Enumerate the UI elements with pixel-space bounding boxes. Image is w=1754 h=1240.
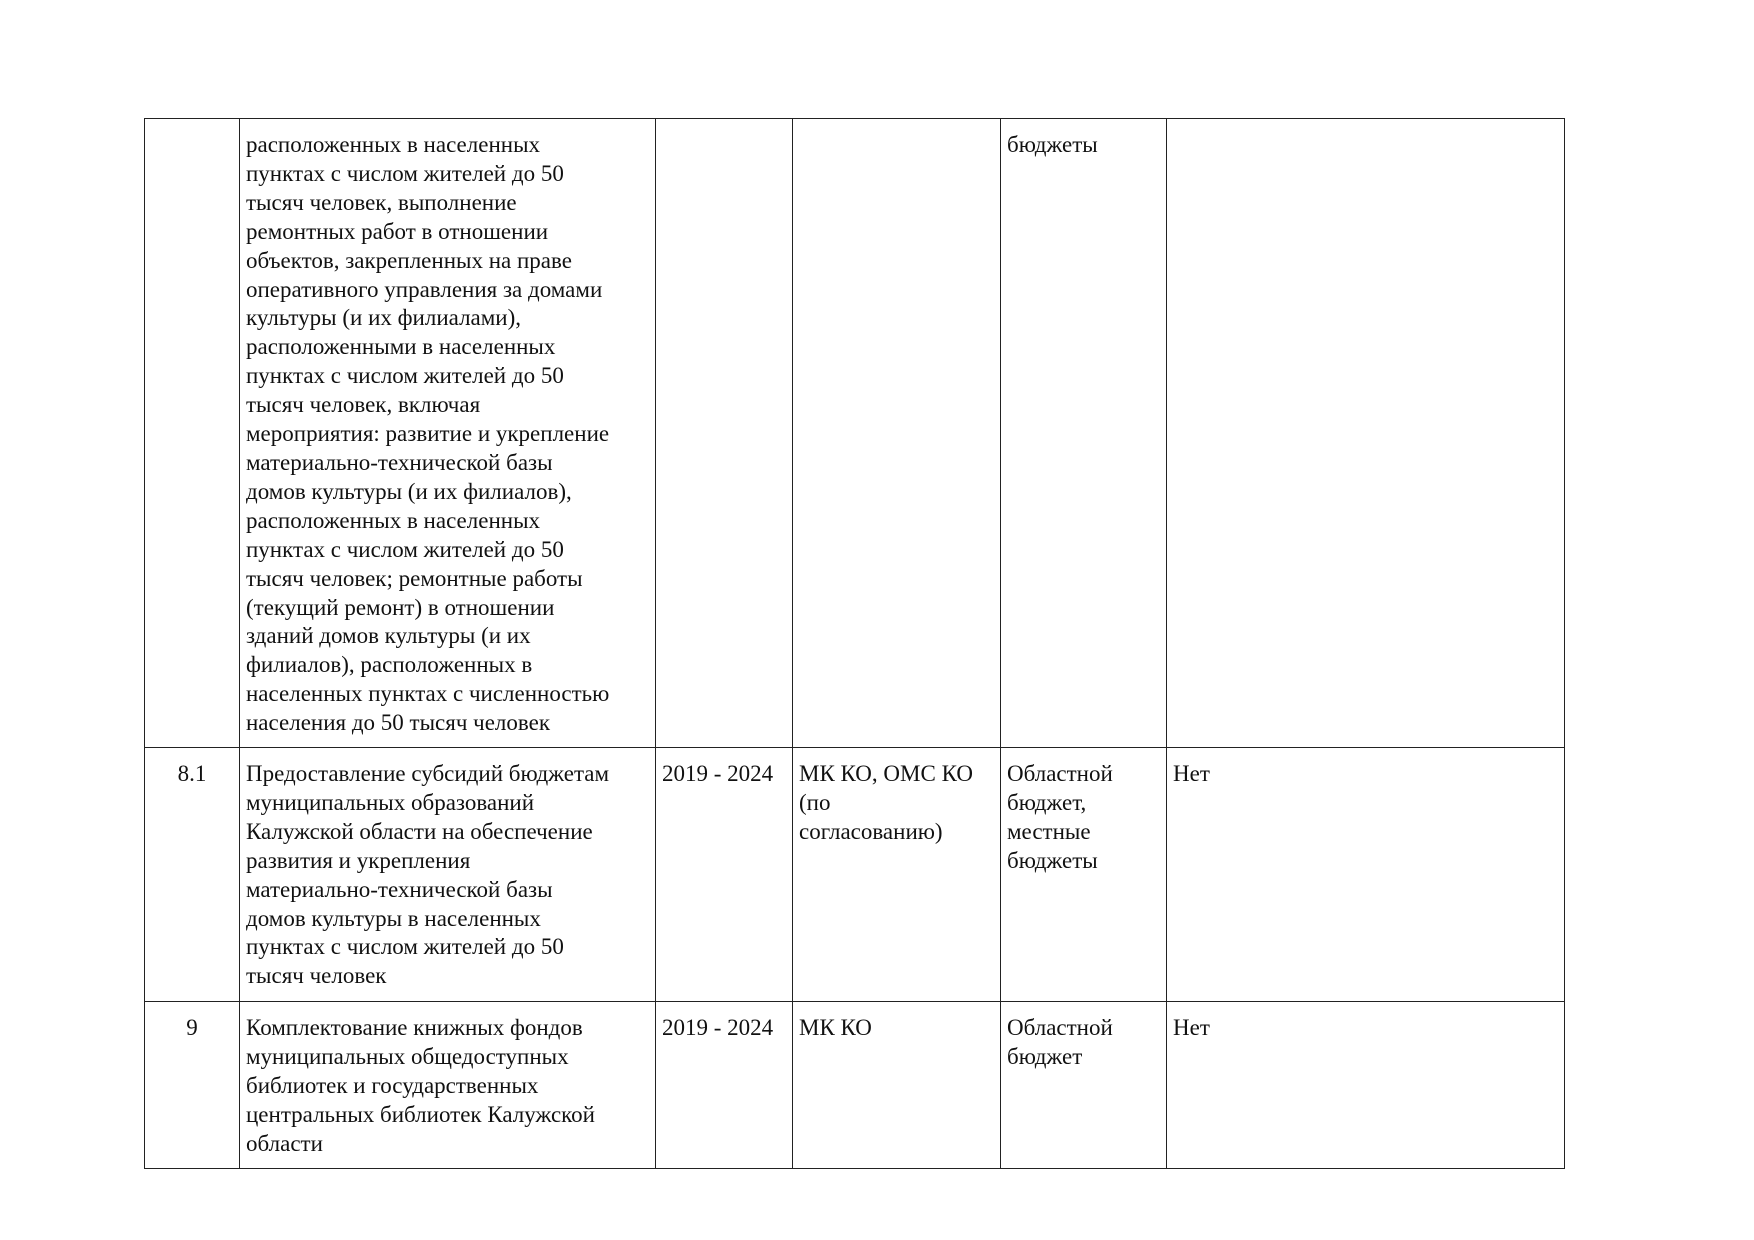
- row-number-cell: 9: [145, 1002, 240, 1169]
- activity-description-cell: Предоставление субсидий бюджетам муниципальных образований Калужской области на обеспечение развития и укрепления материально-технической базы домов культуры в населенных пунктах с числом жителей до 50 тысяч человек: [240, 748, 656, 1002]
- table-row: [145, 748, 1565, 1002]
- note-cell: Нет: [1167, 748, 1565, 1002]
- funding-source-cell: Областной бюджет, местные бюджеты: [1001, 748, 1167, 1002]
- period-cell: 2019 - 2024: [656, 748, 793, 1002]
- row-number-cell: 8.1: [145, 748, 240, 1002]
- period-cell: 2019 - 2024: [656, 1002, 793, 1169]
- activity-description-cell: Комплектование книжных фондов муниципальных общедоступных библиотек и государственных центральных библиотек Калужской области: [240, 1002, 656, 1169]
- executor-cell: МК КО: [793, 1002, 1001, 1169]
- table-row: [145, 119, 1565, 748]
- executor-cell: [793, 119, 1001, 748]
- row-number-cell: [145, 119, 240, 748]
- funding-source-cell: Областной бюджет: [1001, 1002, 1167, 1169]
- activity-description-cell: расположенных в населенных пунктах с числом жителей до 50 тысяч человек, выполнение ремонтных работ в отношении объектов, закрепленных на праве оперативного управления за домами культуры (и их филиалами), расположенными в населенных пунктах с числом жителей до 50 тысяч человек, включая мероприятия: развитие и укрепление материально-технической базы домов культуры (и их филиалов), расположенных в населенных пунктах с числом жителей до 50 тысяч человек; ремонтные работы (текущий ремонт) в отношении зданий домов культуры (и их филиалов), расположенных в населенных пунктах с численностью населения до 50 тысяч человек: [240, 119, 656, 748]
- program-activities-table: [144, 118, 1565, 1169]
- note-cell: [1167, 119, 1565, 748]
- note-cell: Нет: [1167, 1002, 1565, 1169]
- period-cell: [656, 119, 793, 748]
- table-row: [145, 1002, 1565, 1169]
- executor-cell: МК КО, ОМС КО (по согласованию): [793, 748, 1001, 1002]
- funding-source-cell: бюджеты: [1001, 119, 1167, 748]
